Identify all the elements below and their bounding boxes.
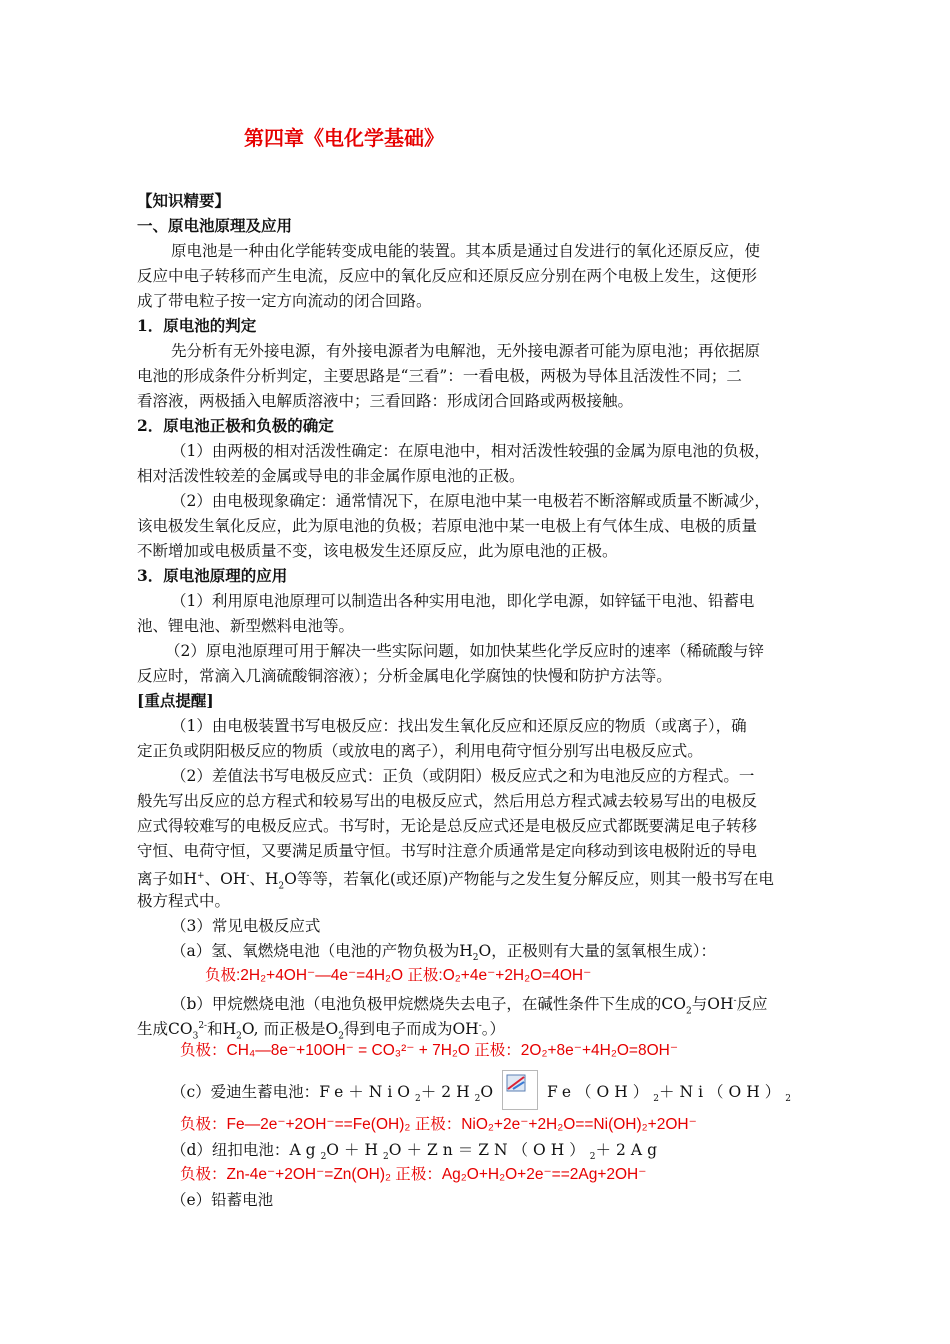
- paragraph-line: 般先写出反应的总方程式和较易写出的电极反应式，然后用总方程式减去较易写出的电极反: [137, 792, 758, 810]
- text-run: 反应: [736, 995, 768, 1014]
- equation-c: 负极：Fe—2e⁻+2OH⁻==Fe(OH)₂ 正极：NiO₂+2e⁻+2H₂O==Ni(OH)₂+2OH⁻: [180, 1116, 697, 1133]
- paragraph-line: 看溶液，两极插入电解质溶液中；三看回路：形成闭合回路或两极接触。: [137, 392, 634, 410]
- text-run: 生成CO: [137, 1020, 193, 1039]
- paragraph-line: 守恒、电荷守恒，又要满足质量守恒。书写时注意介质通常是定向移动到该电极附近的导电: [137, 842, 758, 860]
- reversible-arrow-icon: [502, 1070, 538, 1110]
- equation-d: 负极：Zn-4e⁻+2OH⁻=Zn(OH)₂ 正极：Ag₂O+H₂O+2e⁻==2Ag+2OH⁻: [180, 1166, 647, 1183]
- text-run: 。）: [481, 1020, 506, 1039]
- paragraph-line: （2）差值法书写电极反应式：正负（或阴阳）极反应式之和为电池反应的方程式。一: [171, 767, 755, 785]
- paragraph-line: 极方程式中。: [137, 892, 231, 910]
- page-title: 第四章《电化学基础》: [244, 126, 444, 150]
- paragraph-line: （2）原电池原理可用于解决一些实际问题，如加快某些化学反应时的速率（稀硫酸与锌: [165, 642, 764, 660]
- paragraph-line: （b）甲烷燃烧电池（电池负极甲烷燃烧失去电子，在碱性条件下生成的$CO_2$与OH-反应: [171, 995, 768, 1017]
- paragraph-line: （d）纽扣电池：$Ag_2O+H_2O+Zn=ZN(OH)_2+2Ag$: [171, 1141, 663, 1163]
- paragraph-line: 电池的形成条件分析判定，主要思路是“三看”：一看电极，两极为导体且活泼性不同；二: [137, 367, 742, 385]
- paragraph-line: 离子如H+、OH-、$H_2O$等等，若氧化(或还原)产物能与之发生复分解反应，则其一般书写在电: [137, 870, 774, 892]
- paragraph-line: （a）氢、氧燃烧电池（电池的产物负极为$H_2O$，正极则有大量的氢氧根生成）：: [171, 942, 716, 964]
- text-run: O，正极则有大量的氢氧根生成）：: [478, 942, 716, 960]
- text-run: Fe＋NiO: [319, 1083, 415, 1101]
- text-run: ＋2H: [420, 1083, 475, 1101]
- text-run: Fe（OH）: [546, 1083, 654, 1101]
- paragraph-line: 先分析有无外接电源，有外接电源者为电解池，无外接电源者可能为原电池；再依据原: [171, 342, 761, 360]
- paragraph-line: （1）利用原电池原理可以制造出各种实用电池，即化学电源，如锌锰干电池、铅蓄电: [171, 592, 755, 610]
- knowledge-heading: 【知识精要】: [137, 191, 231, 210]
- equation-b: 负极：CH₄—8e⁻+10OH⁻ = CO₃²⁻ + 7H₂O 正极：2O₂+8e⁻+4H₂O=8OH⁻: [180, 1042, 678, 1059]
- paragraph-line: 反应中电子转移而产生电流，反应中的氧化反应和还原反应分别在两个电极上发生，这便形: [137, 267, 758, 285]
- subsection-1-heading: 1．原电池的判定: [137, 316, 257, 335]
- paragraph-line: 反应时，常滴入几滴硫酸铜溶液）；分析金属电化学腐蚀的快慢和防护方法等。: [137, 667, 672, 685]
- text-run: Ag: [289, 1141, 321, 1159]
- text-run: ＋2Ag: [595, 1141, 663, 1159]
- key-points-heading: [重点提醒]: [137, 691, 214, 710]
- paragraph-line: 定正负或阴阳极反应的物质（或放电的离子），利用电荷守恒分别写出电极反应式。: [137, 742, 703, 760]
- subsection-3-heading: 3．原电池原理的应用: [137, 566, 288, 585]
- text-run: 得到电子而成为OH: [343, 1020, 479, 1039]
- text-run: O等等，若氧化(或还原)产物能与之发生复分解反应，则其一般书写在电: [284, 870, 774, 889]
- text-run: （a）氢、氧燃烧电池（电池的产物负极为H: [171, 942, 473, 960]
- paragraph-line: 生成$CO_3^{2-}$和$H_2O$, 而正极是$O_2$得到电子而成为OH-。）: [137, 1020, 506, 1042]
- text-run: 离子如H: [137, 870, 198, 889]
- paragraph-line: （2）由电极现象确定：通常情况下，在原电池中某一电极若不断溶解或质量不断减少，: [171, 492, 770, 510]
- text-run: O: [480, 1083, 494, 1101]
- text-run: O＋Zn＝ZN（OH）: [388, 1141, 590, 1159]
- paragraph-line: （1）由两极的相对活泼性确定：在原电池中，相对活泼性较强的金属为原电池的负极，: [171, 442, 770, 460]
- paragraph-line: （e）铅蓄电池: [171, 1191, 274, 1209]
- text-run: 和H: [207, 1020, 237, 1039]
- text-run: O, 而正极是O: [241, 1020, 339, 1039]
- paragraph-line: 应式得较难写的电极反应式。书写时，无论是总反应式还是电极反应式都既要满足电子转移: [137, 817, 758, 835]
- paragraph-line: 该电极发生氧化反应，此为原电池的负极；若原电池中某一电极上有气体生成、电极的质量: [137, 517, 758, 535]
- paragraph-line: （1）由电极装置书写电极反应：找出发生氧化反应和还原反应的物质（或离子），确: [171, 717, 747, 735]
- text-run: （d）纽扣电池：: [171, 1141, 290, 1159]
- text-run: （b）甲烷燃烧电池（电池负极甲烷燃烧失去电子，在碱性条件下生成的CO: [171, 995, 686, 1014]
- text-run: 、H: [249, 870, 279, 889]
- paragraph-line: 不断增加或电极质量不变，该电极发生还原反应，此为原电池的正极。: [137, 542, 618, 560]
- text-run: O＋H: [326, 1141, 384, 1159]
- paragraph-line: 相对活泼性较差的金属或导电的非金属作原电池的正极。: [137, 467, 525, 485]
- text-run: （c）爱迪生蓄电池：: [171, 1083, 320, 1101]
- text-run: 与OH: [691, 995, 734, 1014]
- paragraph-line: 池、锂电池、新型燃料电池等。: [137, 617, 355, 635]
- paragraph-line: 成了带电粒子按一定方向流动的闭合回路。: [137, 292, 432, 310]
- paragraph-line: 原电池是一种由化学能转变成电能的装置。其本质是通过自发进行的氧化还原反应，使: [171, 242, 761, 260]
- text-run: ＋Ni（OH）: [659, 1083, 786, 1101]
- paragraph-line: （c）爱迪生蓄电池：$Fe+NiO_2+2H_2O$ $Fe(OH)_2+Ni(OH)_2$: [171, 1070, 791, 1110]
- subsection-2-heading: 2．原电池正极和负极的确定: [137, 416, 334, 435]
- text-run: 、OH: [204, 870, 247, 889]
- equation-a: 负极:2H₂+4OH⁻—4e⁻=4H₂O 正极:O₂+4e⁻+2H₂O=4OH⁻: [205, 967, 592, 984]
- paragraph-line: （3）常见电极反应式: [171, 917, 321, 935]
- section-1-heading: 一、原电池原理及应用: [137, 216, 293, 235]
